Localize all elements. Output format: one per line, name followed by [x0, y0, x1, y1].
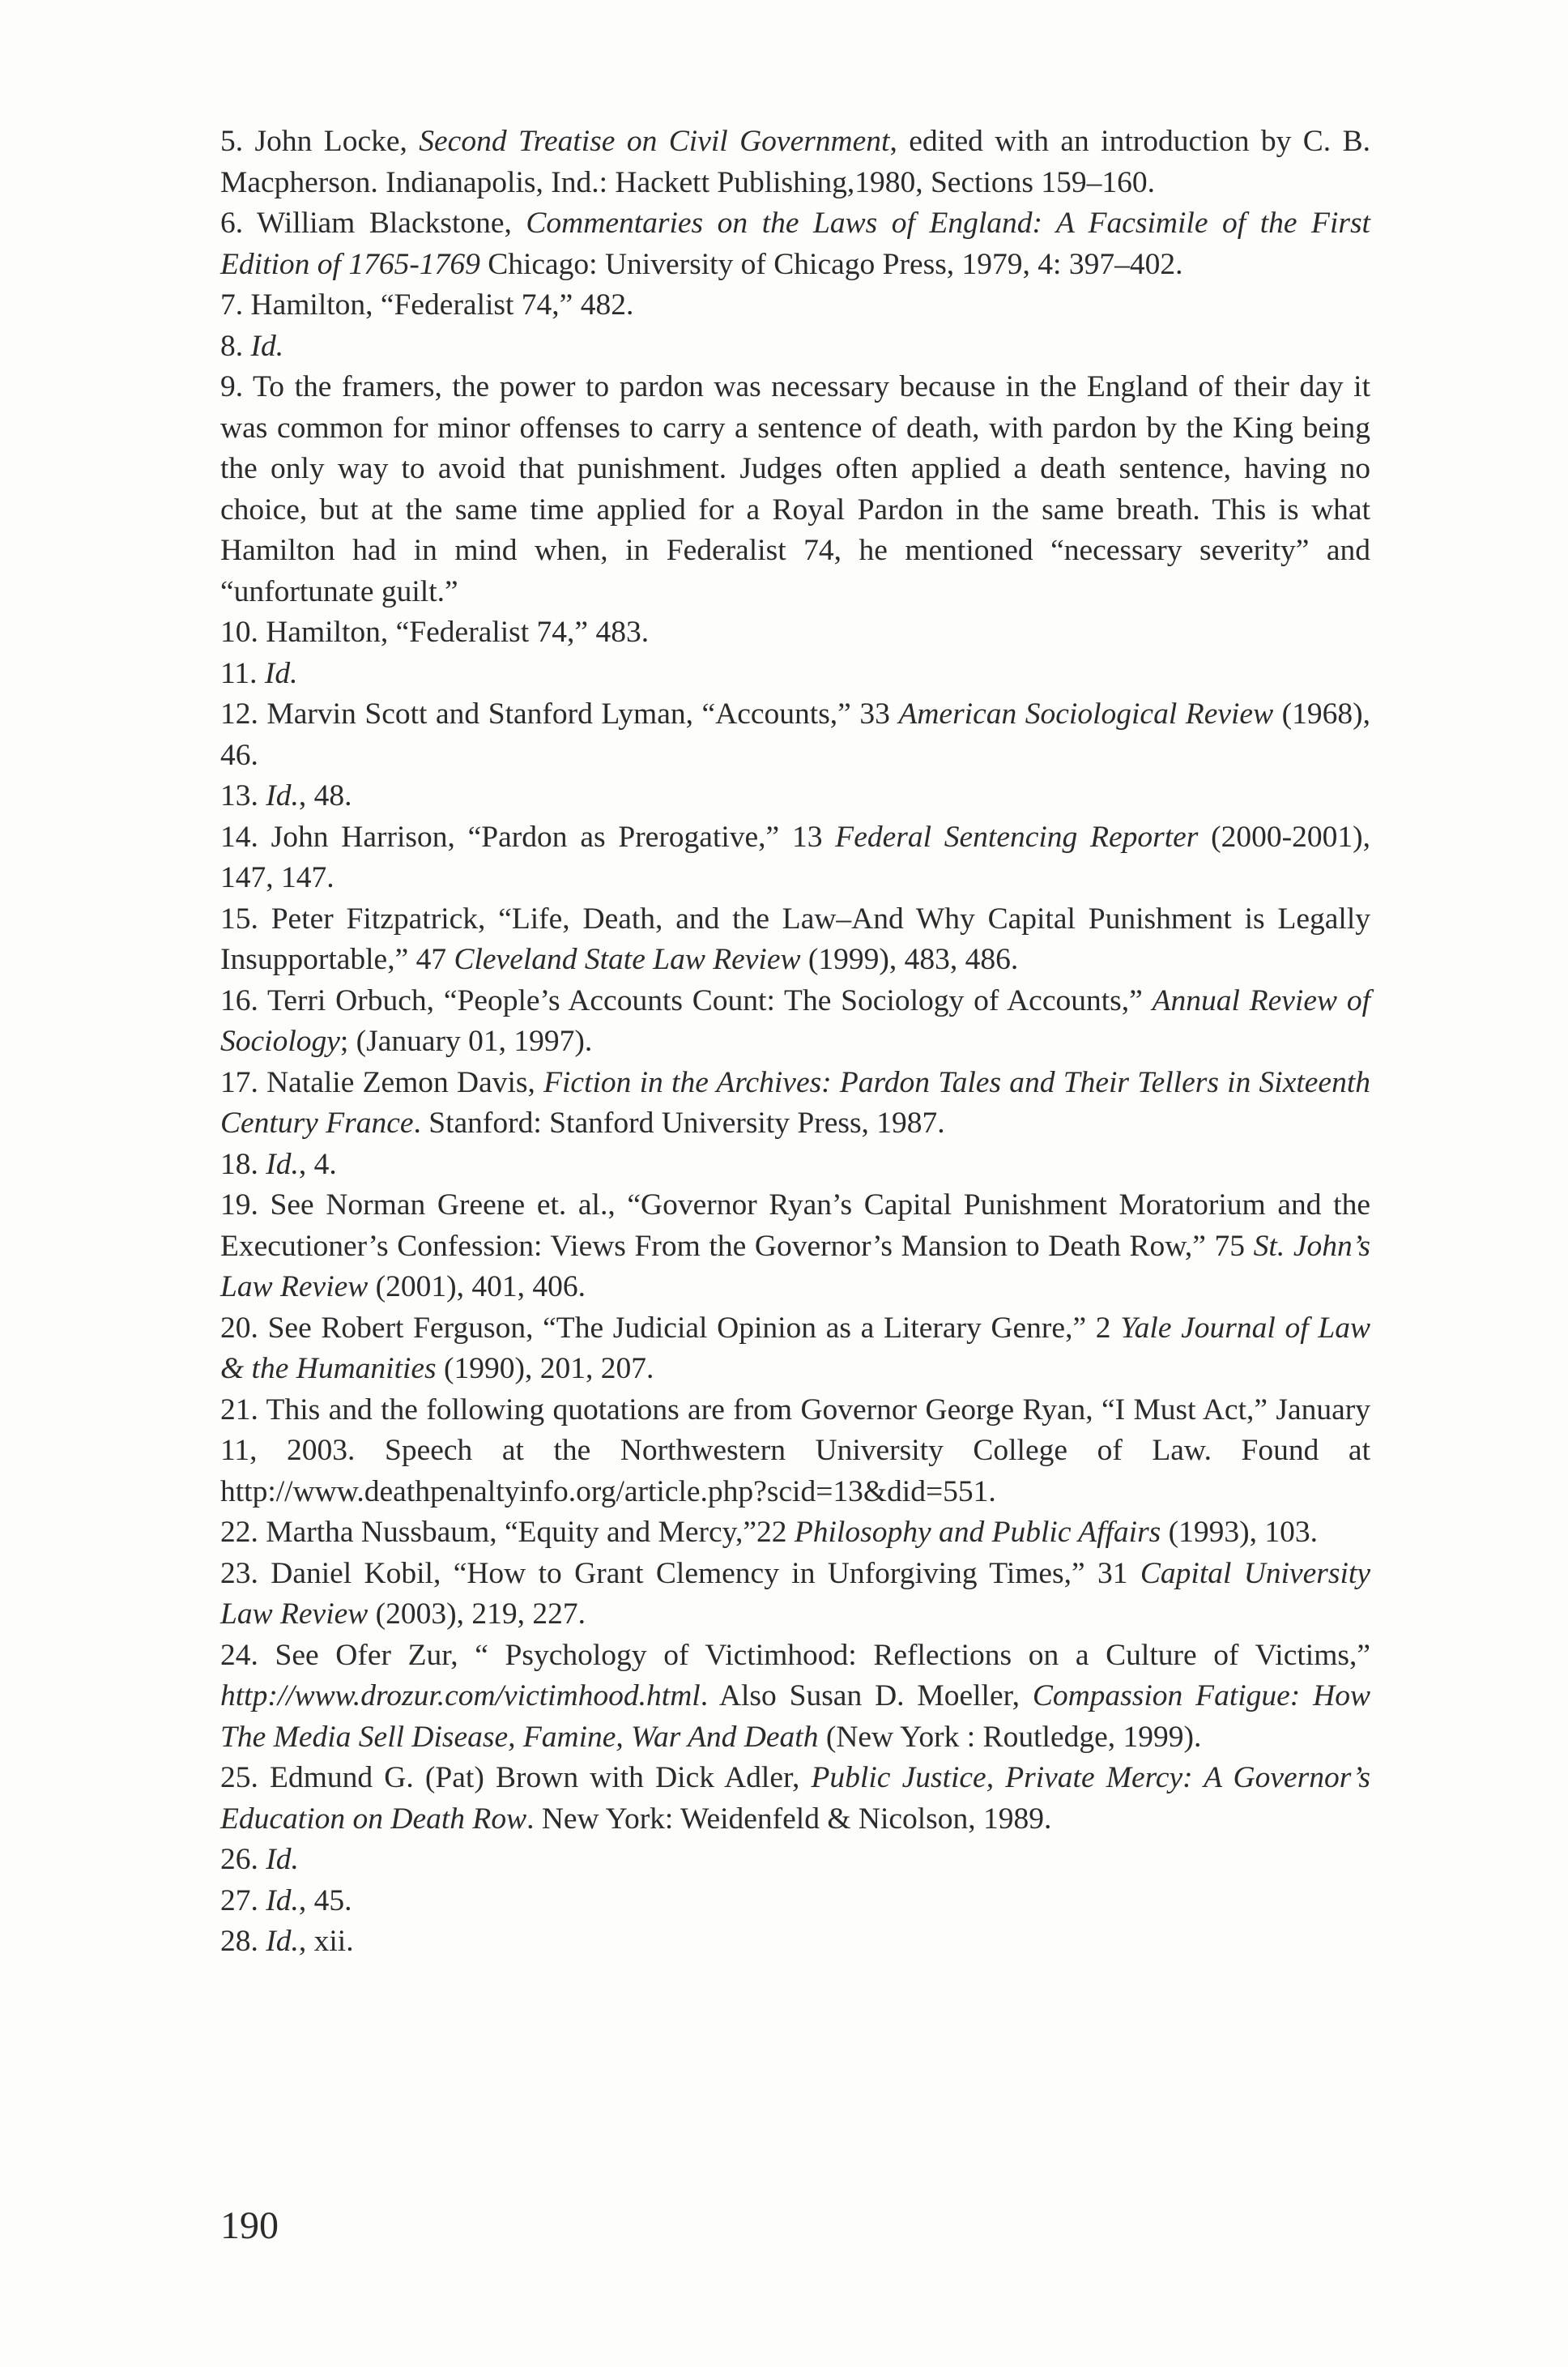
endnote: [220, 1512, 1370, 1554]
endnote-number: 17.: [220, 1065, 258, 1099]
endnote-text: Hamilton, “Federalist 74,” 482.: [243, 288, 634, 322]
endnote-number: 18.: [220, 1147, 258, 1181]
endnote-number: 6.: [220, 207, 244, 240]
endnote: [220, 1921, 1370, 1963]
endnote-text: Daniel Kobil, “How to Grant Clemency in Unforgiving Times,” 31: [258, 1556, 1140, 1590]
endnote-number: 16.: [220, 983, 258, 1017]
endnote-italic-text: Compassion Fatigue: How The Media Sell Disease, Famine, War And Death: [220, 1679, 1370, 1754]
endnote-number: 24.: [220, 1638, 258, 1672]
endnote-italic-text: Id.: [264, 656, 298, 690]
endnote-number: 28.: [220, 1925, 258, 1958]
endnote-italic-text: http://www.drozur.com/victimhood.html: [220, 1679, 701, 1712]
endnote: [220, 1308, 1370, 1390]
endnote: [220, 367, 1370, 612]
endnote-number: 19.: [220, 1188, 258, 1222]
endnote: [220, 1636, 1370, 1759]
endnote: [220, 1881, 1370, 1922]
endnote-number: 25.: [220, 1761, 258, 1794]
endnote-text: , 48.: [298, 779, 352, 812]
endnote: [220, 1390, 1370, 1513]
endnote-number: 13.: [220, 779, 258, 812]
endnote-number: 23.: [220, 1556, 258, 1590]
endnote: [220, 694, 1370, 776]
endnote: [220, 654, 1370, 695]
endnote-text: . New York: Weidenfeld & Nicolson, 1989.: [526, 1802, 1052, 1836]
endnote: [220, 1185, 1370, 1308]
endnote-italic-text: Public Justice, Private Mercy: A Governor’s Education on Death Row: [220, 1761, 1370, 1836]
endnote-text: (New York : Routledge, 1999).: [818, 1720, 1202, 1754]
endnote: [220, 612, 1370, 654]
endnote-italic-text: Id.: [266, 1147, 299, 1181]
endnote-number: 8.: [220, 329, 244, 363]
endnote: [220, 122, 1370, 203]
endnote-number: 11.: [220, 656, 258, 690]
endnote-text: [258, 1148, 266, 1181]
endnote: [220, 981, 1370, 1063]
endnote-text: , 45.: [298, 1883, 352, 1917]
endnote-italic-text: Commentaries on the Laws of England: A Facsimile of the First Edition of 1765-1769: [220, 207, 1370, 281]
endnote-number: 26.: [220, 1843, 258, 1876]
endnote: [220, 817, 1370, 899]
endnote-italic-text: Annual Review of Sociology: [220, 983, 1371, 1058]
endnote-text: This and the following quotations are from Governor George Ryan, “I Must Act,” January 11, 2003. Speech at the Northwestern University College of Law. Found at http://www.deathpenaltyinfo.org/article.php?scid=13&did=551.: [220, 1392, 1370, 1508]
endnote: [220, 899, 1370, 981]
endnote-text: Martha Nussbaum, “Equity and Mercy,”22: [258, 1516, 795, 1549]
endnote-number: 22.: [220, 1516, 258, 1549]
endnote-text: [258, 779, 266, 812]
endnote: [220, 1145, 1370, 1186]
endnote-text: Peter Fitzpatrick, “Life, Death, and the Law–And Why Capital Punishment is Legally Insupportable,” 47: [220, 902, 1370, 976]
endnote-text: [258, 1843, 266, 1876]
endnote: [220, 1554, 1370, 1636]
endnote-number: 5.: [220, 125, 244, 158]
endnote-number: 9.: [220, 370, 244, 403]
endnote-text: Marvin Scott and Stanford Lyman, “Accounts,” 33: [258, 697, 899, 731]
endnote-italic-text: Philosophy and Public Affairs: [794, 1516, 1161, 1549]
endnote-text: (2003), 219, 227.: [368, 1597, 586, 1631]
endnote: [220, 1063, 1370, 1145]
endnote-italic-text: Id.: [266, 1843, 299, 1876]
endnote-italic-text: American Sociological Review: [898, 697, 1274, 731]
endnote-text: [258, 1884, 266, 1917]
endnote-number: 20.: [220, 1311, 258, 1345]
endnote-italic-text: Federal Sentencing Reporter: [835, 820, 1199, 854]
endnote-text: (1993), 103.: [1161, 1516, 1319, 1549]
endnote-italic-text: Id.: [266, 1883, 299, 1917]
page-number: 190: [220, 2204, 279, 2247]
endnote-text: , 4.: [298, 1147, 337, 1181]
endnote-italic-text: Id.: [250, 329, 284, 363]
endnote-italic-text: Id.: [266, 779, 299, 812]
endnote-text: Terri Orbuch, “People’s Accounts Count: The Sociology of Accounts,”: [258, 983, 1153, 1017]
endnote: [220, 326, 1370, 368]
endnote-text: . Stanford: Stanford University Press, 1987.: [413, 1107, 945, 1140]
endnote-number: 12.: [220, 697, 258, 731]
endnote-text: (1990), 201, 207.: [436, 1352, 654, 1385]
endnote-text: ; (January 01, 1997).: [339, 1025, 593, 1058]
endnote-text: Natalie Zemon Davis,: [258, 1065, 544, 1099]
endnote-italic-text: Capital University Law Review: [220, 1556, 1370, 1631]
endnote: [220, 285, 1370, 326]
endnote-text: See Norman Greene et. al., “Governor Ryan’s Capital Punishment Moratorium and the Executioner’s Confession: Views From the Governor’s Mansion to Death Row,” 75: [220, 1188, 1370, 1263]
endnote-text: Hamilton, “Federalist 74,” 483.: [258, 616, 650, 649]
endnote: [220, 1840, 1370, 1881]
endnote-text: John Locke,: [243, 125, 420, 158]
endnote-text: (2000-2001), 147, 147.: [220, 820, 1370, 894]
endnote-number: 27.: [220, 1883, 258, 1917]
endnote-italic-text: Cleveland State Law Review: [454, 943, 801, 976]
endnote: [220, 776, 1370, 817]
endnote-text: Edmund G. (Pat) Brown with Dick Adler,: [258, 1761, 812, 1794]
endnote-italic-text: Id.: [266, 1925, 299, 1958]
endnote-text: See Ofer Zur, “ Psychology of Victimhood: Reflections on a Culture of Victims,”: [258, 1638, 1370, 1672]
endnote: [220, 203, 1370, 285]
endnote-text: See Robert Ferguson, “The Judicial Opinion as a Literary Genre,” 2: [258, 1311, 1121, 1345]
endnote-text: , edited with an introduction by C. B. Macpherson. Indianapolis, Ind.: Hackett Publishing,1980, Sections 159–160.: [220, 125, 1370, 199]
endnote-text: Chicago: University of Chicago Press, 1979, 4: 397–402.: [479, 247, 1183, 281]
endnote-text: To the framers, the power to pardon was necessary because in the England of their day it was common for minor offenses to carry a sentence of death, with pardon by the King being the only way to avoid that punishment. Judges often applied a death sentence, having no choice, but at the same time applied for a Royal Pardon in the same breath. This is what Hamilton had in mind when, in Federalist 74, he mentioned “necessary severity” and “unfortunate guilt.”: [220, 370, 1370, 608]
endnote-text: (2001), 401, 406.: [368, 1270, 586, 1303]
endnote-text: . Also Susan D. Moeller,: [700, 1679, 1033, 1712]
endnote-text: William Blackstone,: [243, 207, 526, 240]
endnote-number: 14.: [220, 820, 258, 854]
endnote-number: 10.: [220, 616, 258, 649]
endnote-text: (1999), 483, 486.: [800, 943, 1019, 976]
endnote-italic-text: Fiction in the Archives: Pardon Tales and Their Tellers in Sixteenth Century France: [220, 1065, 1370, 1140]
endnote: [220, 1758, 1370, 1840]
endnote-text: [243, 330, 250, 363]
endnote-number: 7.: [220, 288, 244, 322]
endnote-number: 15.: [220, 902, 258, 936]
endnotes-list: [220, 122, 1370, 1963]
endnote-text: [258, 1925, 266, 1958]
endnote-text: , xii.: [298, 1925, 354, 1958]
endnote-text: (1968), 46.: [220, 697, 1370, 772]
endnote-italic-text: St. John’s Law Review: [220, 1229, 1370, 1303]
endnote-number: 21.: [220, 1392, 258, 1427]
endnote-italic-text: Second Treatise on Civil Government: [419, 125, 890, 158]
endnote-text: [257, 657, 264, 690]
endnote-italic-text: Yale Journal of Law & the Humanities: [220, 1311, 1370, 1385]
endnote-text: John Harrison, “Pardon as Prerogative,” 13: [258, 820, 836, 854]
